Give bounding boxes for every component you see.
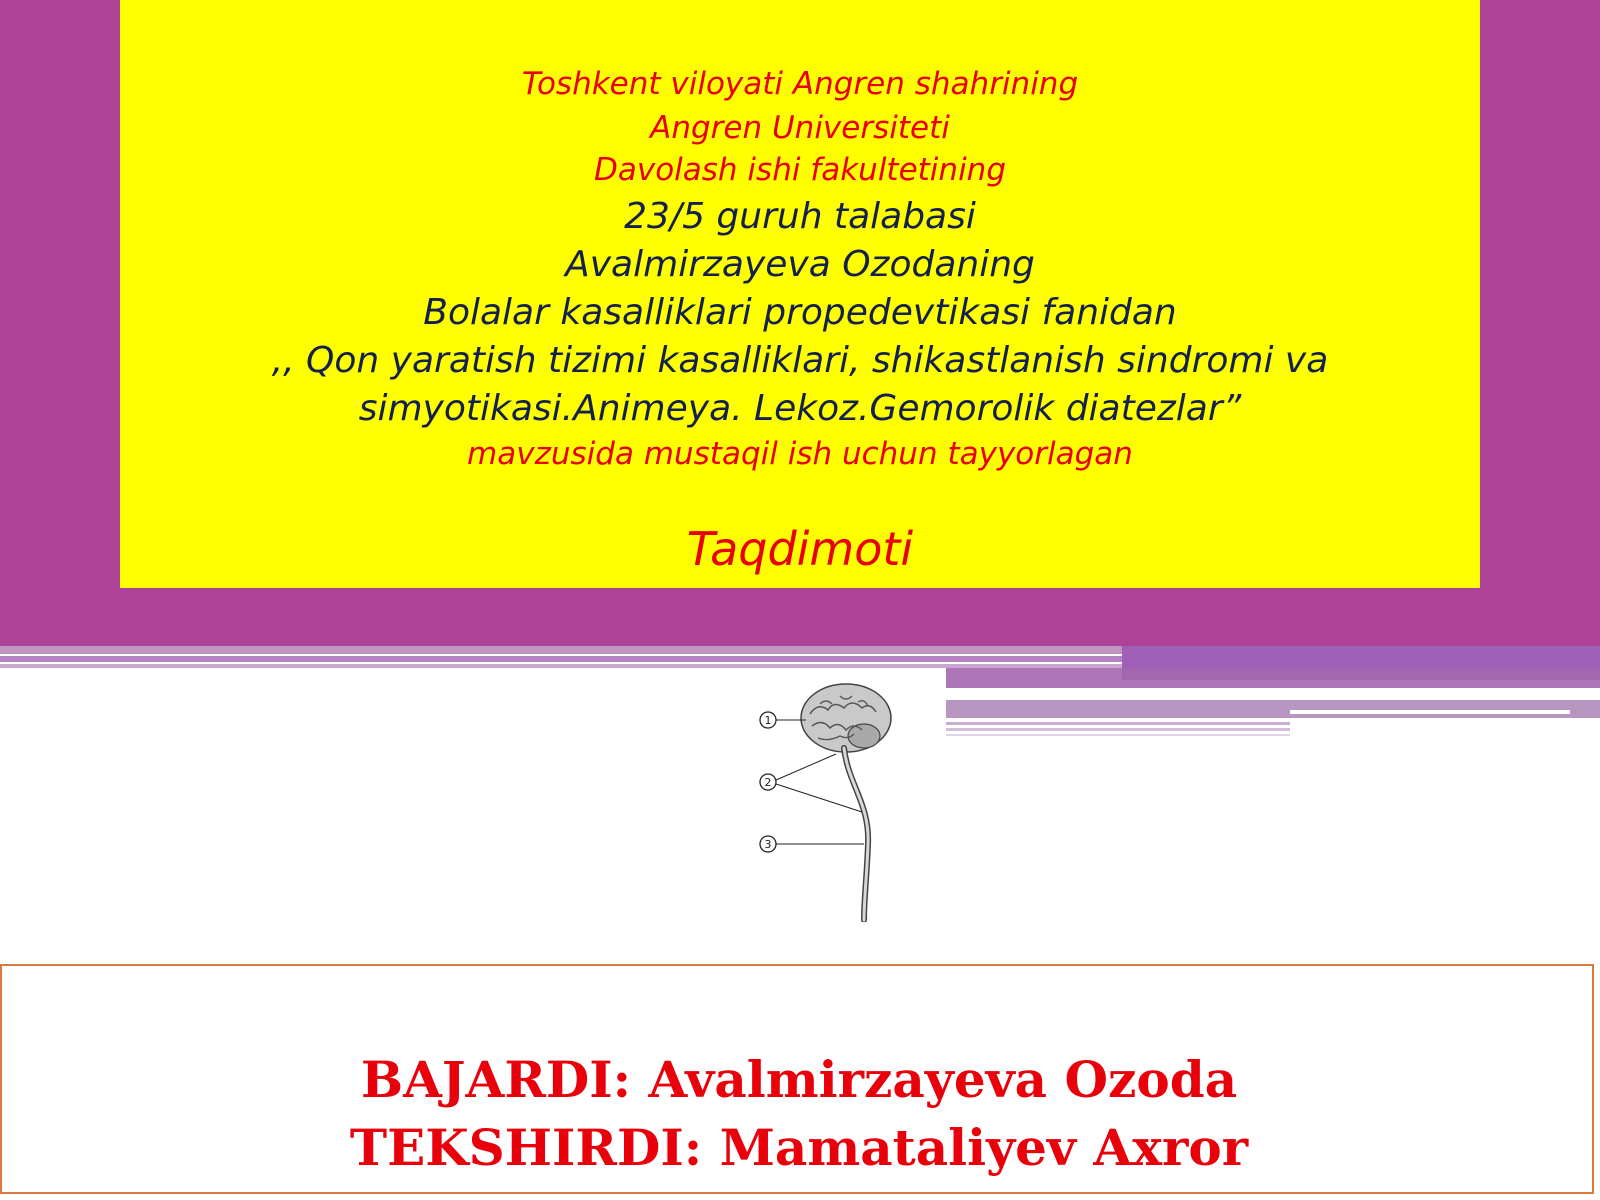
region-line: Toshkent viloyati Angren shahrining (521, 66, 1079, 102)
label-1: 1 (764, 714, 772, 727)
university-line: Angren Universiteti (650, 110, 950, 146)
nervous-system-illustration (740, 674, 910, 922)
label-2: 2 (764, 776, 772, 789)
decor-stripe (1290, 710, 1570, 714)
label-3: 3 (764, 838, 772, 851)
subject-line: Bolalar kasalliklari propedevtikasi fanidan (423, 292, 1177, 333)
credits-box (0, 964, 1594, 1194)
title-card (120, 0, 1480, 588)
purpose-line: mavzusida mustaqil ish uchun tayyorlagan (467, 436, 1133, 472)
checked-by: TEKSHIRDI: Mamataliyev Axror (349, 1118, 1249, 1177)
student-line: Avalmirzayeva Ozodaning (565, 244, 1035, 285)
nervous-system-icon (740, 674, 910, 922)
presentation-title: Taqdimoti (686, 522, 914, 576)
decor-stripe (946, 728, 1290, 731)
done-by: BAJARDI: Avalmirzayeva Ozoda (360, 1050, 1238, 1109)
decor-stripe (946, 722, 1290, 725)
topic-line-2: simyotikasi.Animeya. Lekoz.Gemorolik diatezlar” (358, 388, 1242, 429)
group-line: 23/5 guruh talabasi (624, 196, 976, 237)
decor-stripe (946, 668, 1600, 688)
decor-stripe (946, 734, 1290, 736)
decor-stripe (946, 700, 1600, 718)
faculty-line: Davolash ishi fakultetining (593, 152, 1007, 188)
decor-stripe (946, 693, 1482, 697)
topic-line-1: ,, Qon yaratish tizimi kasalliklari, shikastlanish sindromi va (271, 340, 1329, 381)
